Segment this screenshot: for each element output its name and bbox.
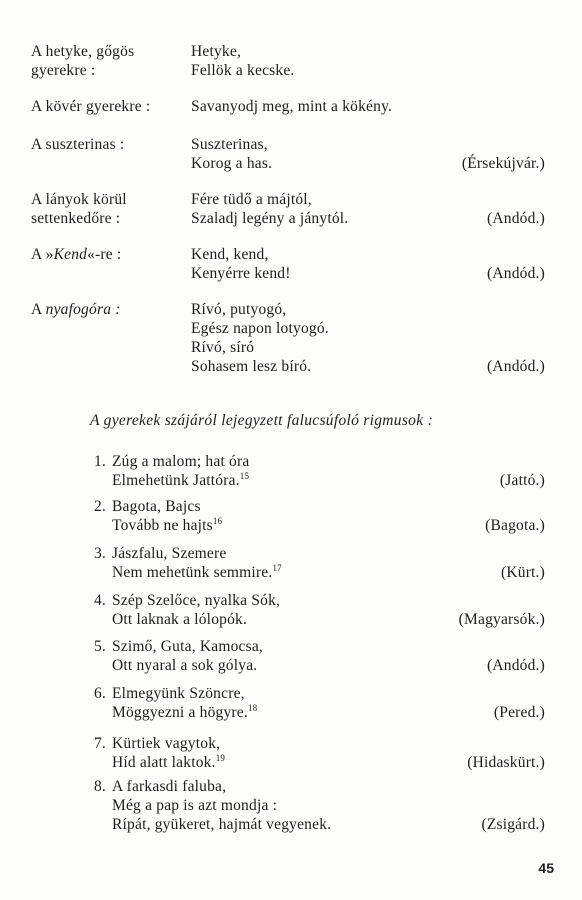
rhyme-number: 2. [93,498,106,515]
entry-text: Suszterinas, Korog a has. [191,136,273,172]
section-heading: A gyerekek szájáról lejegyzett falucsúfoló rigmusok : [90,412,434,429]
rhyme-location: (Zsigárd.) [481,816,545,833]
rhyme-number: 4. [93,592,106,609]
rhyme-text: Kürtiek vagytok, Híd alatt laktok.$^{19}$ [112,735,226,771]
rhyme-8 [0,777,582,837]
rhyme-location: (Hidaskürt.) [467,754,545,771]
rhyme-location: (Andód.) [487,657,545,674]
rhyme-7 [0,734,582,774]
entry-lanyok [0,190,582,230]
entry-kend [0,245,582,285]
rhyme-text: Szimő, Guta, Kamocsa, Ott nyaral a sok gólya. [112,638,263,674]
entry-location: (Andód.) [487,265,545,282]
entry-text: Fére tüdő a májtól, Szaladj legény a jánytól. [191,191,349,227]
rhyme-number: 5. [93,638,106,655]
page-number: 45 [538,860,554,876]
entry-text: Rívó, putyogó, Egész napon lotyogó. Rívó, síró Sohasem lesz bíró. [191,301,329,375]
rhyme-number: 7. [93,735,106,752]
entry-label: A lányok körül settenkedőre : [31,191,127,227]
entry-nyafogo [0,300,582,380]
rhyme-text: Bagota, Bajcs Tovább ne hajts$^{16}$ [112,498,223,534]
rhyme-text: Szép Szelőce, nyalka Sók, Ott laknak a lólopók. [112,592,281,628]
rhyme-location: (Kürt.) [500,564,545,581]
footnote-ref: 16 [212,515,223,526]
entry-text: Kend, kend, Kenyérre kend! [191,246,291,282]
rhyme-5 [0,637,582,677]
rhyme-text: Jászfalu, Szemere Nem mehetünk semmire.$^{17}$ [112,545,282,581]
entry-location: (Andód.) [487,358,545,375]
entry-label: A suszterinas : [31,136,125,153]
rhyme-6 [0,684,582,724]
footnote-ref: 15 [239,470,250,481]
rhyme-number: 1. [93,453,106,470]
rhyme-number: 3. [93,545,106,562]
entry-text: Hetyke, Fellök a kecske. [191,43,295,79]
rhyme-text: Elmegyünk Szöncre, Möggyezni a högyre.$^{18}$ [112,685,258,721]
entry-suszterinas [0,135,582,175]
rhyme-text: Zúg a malom; hat óra Elmehetünk Jattóra.$^{15}$ [112,453,250,489]
rhyme-3 [0,544,582,584]
entry-text: Savanyodj meg, mint a kökény. [191,98,393,115]
entry-location: (Érsekújvár.) [461,155,545,172]
entry-label: A hetyke, gőgös gyerekre : [31,43,135,79]
footnote-ref: 19 [215,752,226,763]
rhyme-4 [0,591,582,631]
entry-label: A nyafogóra : [31,301,121,318]
rhyme-number: 6. [93,685,106,702]
rhyme-2 [0,497,582,537]
footnote-ref: 17 [272,562,282,573]
rhyme-location: (Bagota.) [485,517,545,534]
entry-label: A kövér gyerekre : [31,98,151,115]
rhyme-location: (Magyarsók.) [458,611,545,628]
rhyme-text: A farkasdi faluba, Még a pap is azt mondja : Rípát, gyükeret, hajmát vegyenek. [112,778,332,833]
rhyme-location: (Pered.) [493,704,545,721]
entry-label: A »Kend«-re : [31,246,122,263]
rhyme-number: 8. [93,778,106,795]
footnote-ref: 18 [247,702,258,713]
rhyme-1 [0,452,582,492]
entry-location: (Andód.) [487,210,545,227]
rhyme-location: (Jattó.) [499,472,545,489]
